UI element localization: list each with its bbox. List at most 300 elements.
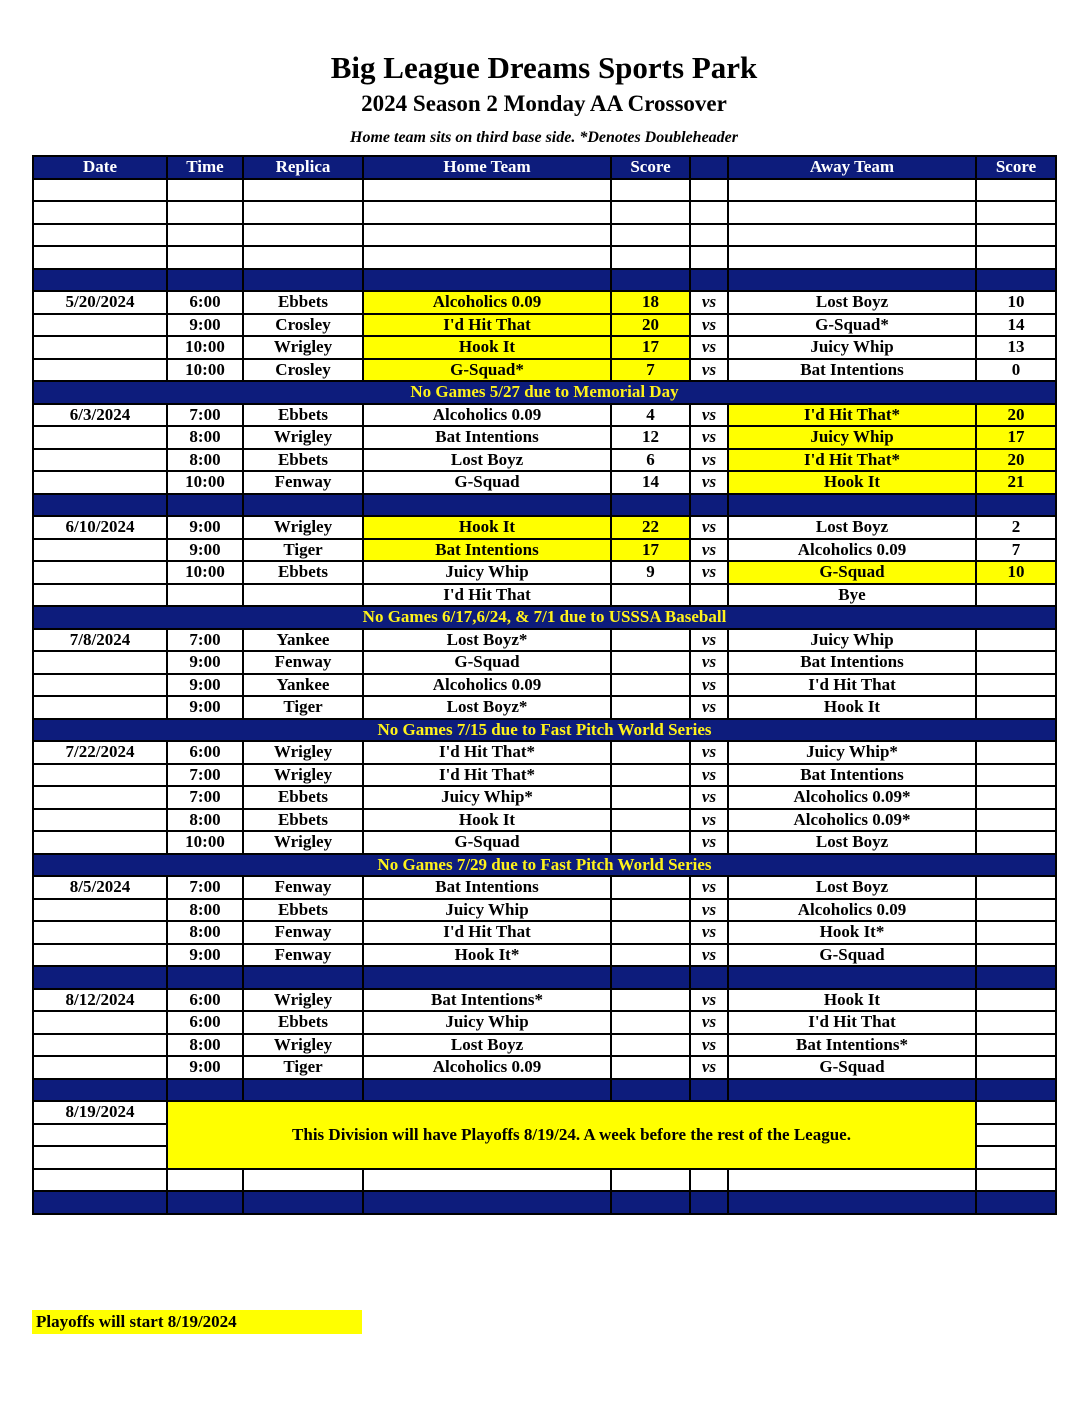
table-row — [33, 876, 1056, 899]
away-team-cell: Bat Intentions* — [728, 1034, 976, 1057]
time-cell: 9:00 — [167, 314, 243, 337]
home-score-cell — [611, 876, 690, 899]
col-date: Date — [33, 156, 167, 179]
date-cell — [33, 696, 167, 719]
time-cell: 8:00 — [167, 449, 243, 472]
home-team-cell: Alcoholics 0.09 — [363, 1056, 611, 1079]
vs-cell: vs — [690, 1011, 728, 1034]
away-score-cell — [976, 831, 1056, 854]
replica-cell: Yankee — [243, 629, 363, 652]
table-row — [33, 539, 1056, 562]
away-score-cell: 10 — [976, 561, 1056, 584]
date-cell — [33, 674, 167, 697]
away-team-cell: Hook It* — [728, 921, 976, 944]
time-cell: 9:00 — [167, 651, 243, 674]
away-team-cell: I'd Hit That — [728, 674, 976, 697]
table-row — [33, 899, 1056, 922]
date-cell — [33, 539, 167, 562]
home-score-cell — [611, 1034, 690, 1057]
no-games-row — [33, 854, 1056, 877]
table-row — [33, 291, 1056, 314]
home-team-cell: Lost Boyz — [363, 449, 611, 472]
away-team-cell: I'd Hit That* — [728, 449, 976, 472]
date-cell: 6/3/2024 — [33, 404, 167, 427]
away-team-cell: G-Squad* — [728, 314, 976, 337]
replica-cell: Fenway — [243, 471, 363, 494]
table-row — [33, 651, 1056, 674]
away-score-cell — [976, 741, 1056, 764]
away-score-cell: 20 — [976, 404, 1056, 427]
home-score-cell — [611, 989, 690, 1012]
no-games-note: No Games 5/27 due to Memorial Day — [33, 381, 1056, 404]
table-row — [33, 561, 1056, 584]
date-cell: 8/19/2024 — [33, 1101, 167, 1124]
home-team-cell: Alcoholics 0.09 — [363, 404, 611, 427]
away-score-cell — [976, 1101, 1056, 1124]
away-score-cell — [976, 876, 1056, 899]
vs-cell: vs — [690, 674, 728, 697]
replica-cell: Wrigley — [243, 989, 363, 1012]
vs-cell: vs — [690, 696, 728, 719]
home-score-cell: 17 — [611, 336, 690, 359]
date-cell — [33, 1011, 167, 1034]
home-score-cell — [611, 1056, 690, 1079]
home-score-cell — [611, 764, 690, 787]
date-cell — [33, 1146, 167, 1169]
date-cell: 7/22/2024 — [33, 741, 167, 764]
table-row — [33, 989, 1056, 1012]
home-team-cell: Lost Boyz* — [363, 696, 611, 719]
home-score-cell — [611, 831, 690, 854]
table-row — [33, 336, 1056, 359]
away-score-cell — [976, 1124, 1056, 1147]
table-row — [33, 741, 1056, 764]
away-score-cell — [976, 944, 1056, 967]
date-cell — [33, 651, 167, 674]
home-team-cell: Juicy Whip — [363, 899, 611, 922]
table-row — [33, 786, 1056, 809]
replica-cell: Tiger — [243, 1056, 363, 1079]
replica-cell: Ebbets — [243, 786, 363, 809]
blank-row — [33, 246, 1056, 269]
replica-cell: Ebbets — [243, 291, 363, 314]
home-score-cell: 7 — [611, 359, 690, 382]
away-score-cell — [976, 1034, 1056, 1057]
time-cell: 7:00 — [167, 764, 243, 787]
replica-cell: Wrigley — [243, 741, 363, 764]
vs-cell: vs — [690, 809, 728, 832]
replica-cell: Wrigley — [243, 831, 363, 854]
date-cell — [33, 449, 167, 472]
date-cell: 6/10/2024 — [33, 516, 167, 539]
time-cell: 7:00 — [167, 876, 243, 899]
page-title: Big League Dreams Sports Park — [330, 50, 758, 85]
away-team-cell: Bat Intentions — [728, 651, 976, 674]
vs-cell: vs — [690, 404, 728, 427]
date-cell: 5/20/2024 — [33, 291, 167, 314]
no-games-note: No Games 6/17,6/24, & 7/1 due to USSSA Baseball — [33, 606, 1056, 629]
col-home-score: Score — [611, 156, 690, 179]
col-time: Time — [167, 156, 243, 179]
replica-cell: Wrigley — [243, 516, 363, 539]
vs-cell: vs — [690, 449, 728, 472]
table-row — [33, 944, 1056, 967]
vs-cell: vs — [690, 876, 728, 899]
home-team-cell: Alcoholics 0.09 — [363, 291, 611, 314]
away-team-cell: Alcoholics 0.09* — [728, 786, 976, 809]
table-row — [33, 1056, 1056, 1079]
home-team-cell: Hook It* — [363, 944, 611, 967]
home-score-cell: 18 — [611, 291, 690, 314]
away-team-cell: Lost Boyz — [728, 291, 976, 314]
home-score-cell: 4 — [611, 404, 690, 427]
vs-cell: vs — [690, 539, 728, 562]
away-team-cell: Alcoholics 0.09 — [728, 539, 976, 562]
away-team-cell: G-Squad — [728, 944, 976, 967]
date-cell — [33, 426, 167, 449]
date-cell — [33, 921, 167, 944]
home-score-cell — [611, 809, 690, 832]
date-cell — [33, 1124, 167, 1147]
table-row — [33, 809, 1056, 832]
replica-cell: Tiger — [243, 696, 363, 719]
vs-cell: vs — [690, 989, 728, 1012]
away-score-cell — [976, 674, 1056, 697]
separator-row — [33, 1079, 1056, 1102]
vs-cell: vs — [690, 359, 728, 382]
time-cell: 8:00 — [167, 921, 243, 944]
time-cell: 6:00 — [167, 1011, 243, 1034]
home-score-cell — [611, 899, 690, 922]
away-score-cell — [976, 584, 1056, 607]
home-team-cell: Lost Boyz* — [363, 629, 611, 652]
time-cell: 8:00 — [167, 1034, 243, 1057]
time-cell: 10:00 — [167, 336, 243, 359]
no-games-note: No Games 7/15 due to Fast Pitch World Series — [33, 719, 1056, 742]
replica-cell: Ebbets — [243, 449, 363, 472]
vs-cell: vs — [690, 786, 728, 809]
replica-cell: Ebbets — [243, 561, 363, 584]
date-cell — [33, 584, 167, 607]
vs-cell — [690, 584, 728, 607]
col-away-team: Away Team — [728, 156, 976, 179]
away-score-cell — [976, 1146, 1056, 1169]
playoffs-banner: This Division will have Playoffs 8/19/24. A week before the rest of the League. — [167, 1101, 976, 1169]
away-score-cell: 2 — [976, 516, 1056, 539]
time-cell — [167, 584, 243, 607]
home-score-cell: 17 — [611, 539, 690, 562]
table-row — [33, 1101, 1056, 1124]
home-score-cell — [611, 674, 690, 697]
table-row — [33, 921, 1056, 944]
home-team-cell: I'd Hit That* — [363, 764, 611, 787]
away-team-cell: Lost Boyz — [728, 831, 976, 854]
table-row — [33, 449, 1056, 472]
replica-cell: Fenway — [243, 876, 363, 899]
time-cell: 10:00 — [167, 561, 243, 584]
blank-row — [33, 201, 1056, 224]
away-score-cell — [976, 1056, 1056, 1079]
col-replica: Replica — [243, 156, 363, 179]
away-score-cell — [976, 629, 1056, 652]
date-cell — [33, 831, 167, 854]
home-score-cell — [611, 1011, 690, 1034]
away-score-cell — [976, 899, 1056, 922]
time-cell: 10:00 — [167, 359, 243, 382]
home-score-cell — [611, 651, 690, 674]
home-score-cell — [611, 696, 690, 719]
separator-row — [33, 494, 1056, 517]
table-row — [33, 764, 1056, 787]
vs-cell: vs — [690, 764, 728, 787]
table-row — [33, 314, 1056, 337]
table-row — [33, 426, 1056, 449]
replica-cell: Wrigley — [243, 764, 363, 787]
time-cell: 8:00 — [167, 899, 243, 922]
away-score-cell: 10 — [976, 291, 1056, 314]
home-team-cell: Hook It — [363, 809, 611, 832]
home-score-cell: 22 — [611, 516, 690, 539]
home-team-cell: G-Squad* — [363, 359, 611, 382]
away-score-cell — [976, 786, 1056, 809]
home-team-cell: I'd Hit That* — [363, 741, 611, 764]
time-cell: 6:00 — [167, 989, 243, 1012]
table-header — [33, 156, 1056, 179]
home-score-cell — [611, 584, 690, 607]
replica-cell: Crosley — [243, 359, 363, 382]
replica-cell: Ebbets — [243, 404, 363, 427]
time-cell: 9:00 — [167, 1056, 243, 1079]
no-games-row — [33, 606, 1056, 629]
time-cell: 7:00 — [167, 404, 243, 427]
replica-cell: Fenway — [243, 944, 363, 967]
page-note: Home team sits on third base side. *Denotes Doubleheader — [350, 129, 738, 146]
home-score-cell — [611, 629, 690, 652]
away-team-cell: Juicy Whip — [728, 426, 976, 449]
time-cell: 6:00 — [167, 291, 243, 314]
date-cell: 8/12/2024 — [33, 989, 167, 1012]
blank-row — [33, 179, 1056, 202]
home-team-cell: Juicy Whip — [363, 1011, 611, 1034]
date-cell — [33, 336, 167, 359]
home-team-cell: Bat Intentions* — [363, 989, 611, 1012]
away-score-cell: 21 — [976, 471, 1056, 494]
separator-row — [33, 1191, 1056, 1214]
away-score-cell: 7 — [976, 539, 1056, 562]
away-team-cell: Hook It — [728, 989, 976, 1012]
date-cell — [33, 1056, 167, 1079]
table-row — [33, 674, 1056, 697]
home-team-cell: G-Squad — [363, 831, 611, 854]
away-team-cell: Bye — [728, 584, 976, 607]
away-team-cell: G-Squad — [728, 1056, 976, 1079]
separator-row — [33, 966, 1056, 989]
vs-cell: vs — [690, 899, 728, 922]
away-team-cell: I'd Hit That — [728, 1011, 976, 1034]
away-team-cell: Hook It — [728, 696, 976, 719]
vs-cell: vs — [690, 944, 728, 967]
home-team-cell: G-Squad — [363, 471, 611, 494]
separator-row — [33, 269, 1056, 292]
away-team-cell: Alcoholics 0.09 — [728, 899, 976, 922]
away-score-cell — [976, 989, 1056, 1012]
away-team-cell: Lost Boyz — [728, 516, 976, 539]
home-score-cell — [611, 786, 690, 809]
away-score-cell: 14 — [976, 314, 1056, 337]
time-cell: 9:00 — [167, 539, 243, 562]
date-cell — [33, 786, 167, 809]
away-score-cell — [976, 764, 1056, 787]
no-games-row — [33, 381, 1056, 404]
schedule-table — [32, 155, 1057, 1215]
playoffs-footer: Playoffs will start 8/19/2024 — [32, 1310, 362, 1334]
date-cell — [33, 359, 167, 382]
home-team-cell: G-Squad — [363, 651, 611, 674]
replica-cell: Ebbets — [243, 809, 363, 832]
home-team-cell: I'd Hit That — [363, 314, 611, 337]
away-score-cell: 20 — [976, 449, 1056, 472]
date-cell — [33, 899, 167, 922]
vs-cell: vs — [690, 831, 728, 854]
away-team-cell: Alcoholics 0.09* — [728, 809, 976, 832]
date-cell — [33, 809, 167, 832]
away-score-cell: 17 — [976, 426, 1056, 449]
replica-cell: Wrigley — [243, 336, 363, 359]
away-score-cell — [976, 1011, 1056, 1034]
vs-cell: vs — [690, 1034, 728, 1057]
blank-row — [33, 1169, 1056, 1192]
away-score-cell — [976, 921, 1056, 944]
date-cell — [33, 944, 167, 967]
vs-cell: vs — [690, 426, 728, 449]
time-cell: 9:00 — [167, 696, 243, 719]
page-subtitle: 2024 Season 2 Monday AA Crossover — [361, 91, 727, 116]
table-row — [33, 404, 1056, 427]
away-team-cell: Juicy Whip — [728, 629, 976, 652]
home-score-cell: 12 — [611, 426, 690, 449]
vs-cell: vs — [690, 741, 728, 764]
replica-cell: Yankee — [243, 674, 363, 697]
replica-cell: Tiger — [243, 539, 363, 562]
col-home-team: Home Team — [363, 156, 611, 179]
date-cell — [33, 1034, 167, 1057]
time-cell: 6:00 — [167, 741, 243, 764]
home-team-cell: Juicy Whip* — [363, 786, 611, 809]
table-row — [33, 471, 1056, 494]
home-team-cell: Juicy Whip — [363, 561, 611, 584]
away-team-cell: I'd Hit That* — [728, 404, 976, 427]
vs-cell: vs — [690, 561, 728, 584]
time-cell: 7:00 — [167, 629, 243, 652]
home-score-cell: 20 — [611, 314, 690, 337]
away-score-cell: 0 — [976, 359, 1056, 382]
table-row — [33, 584, 1056, 607]
away-team-cell: Lost Boyz — [728, 876, 976, 899]
home-team-cell: Bat Intentions — [363, 426, 611, 449]
replica-cell — [243, 584, 363, 607]
vs-cell: vs — [690, 921, 728, 944]
home-team-cell: Hook It — [363, 336, 611, 359]
time-cell: 9:00 — [167, 944, 243, 967]
replica-cell: Ebbets — [243, 899, 363, 922]
no-games-row — [33, 719, 1056, 742]
home-score-cell: 9 — [611, 561, 690, 584]
table-row — [33, 1011, 1056, 1034]
home-team-cell: Alcoholics 0.09 — [363, 674, 611, 697]
away-score-cell: 13 — [976, 336, 1056, 359]
table-row — [33, 359, 1056, 382]
time-cell: 7:00 — [167, 786, 243, 809]
table-row — [33, 831, 1056, 854]
vs-cell: vs — [690, 1056, 728, 1079]
table-row — [33, 516, 1056, 539]
vs-cell: vs — [690, 336, 728, 359]
replica-cell: Crosley — [243, 314, 363, 337]
date-cell — [33, 314, 167, 337]
home-score-cell: 6 — [611, 449, 690, 472]
replica-cell: Wrigley — [243, 1034, 363, 1057]
home-score-cell: 14 — [611, 471, 690, 494]
home-score-cell — [611, 741, 690, 764]
time-cell: 9:00 — [167, 674, 243, 697]
away-team-cell: Bat Intentions — [728, 359, 976, 382]
replica-cell: Ebbets — [243, 1011, 363, 1034]
home-score-cell — [611, 921, 690, 944]
home-score-cell — [611, 944, 690, 967]
time-cell: 8:00 — [167, 809, 243, 832]
table-row — [33, 1034, 1056, 1057]
away-score-cell — [976, 809, 1056, 832]
time-cell: 10:00 — [167, 831, 243, 854]
away-team-cell: Hook It — [728, 471, 976, 494]
away-team-cell: Juicy Whip* — [728, 741, 976, 764]
date-cell: 7/8/2024 — [33, 629, 167, 652]
replica-cell: Fenway — [243, 921, 363, 944]
vs-cell: vs — [690, 629, 728, 652]
home-team-cell: Hook It — [363, 516, 611, 539]
home-team-cell: Bat Intentions — [363, 539, 611, 562]
vs-cell: vs — [690, 291, 728, 314]
date-cell — [33, 561, 167, 584]
date-cell — [33, 764, 167, 787]
table-row — [33, 629, 1056, 652]
date-cell — [33, 471, 167, 494]
col-away-score: Score — [976, 156, 1056, 179]
replica-cell: Fenway — [243, 651, 363, 674]
away-team-cell: Bat Intentions — [728, 764, 976, 787]
time-cell: 8:00 — [167, 426, 243, 449]
away-score-cell — [976, 651, 1056, 674]
time-cell: 10:00 — [167, 471, 243, 494]
no-games-note: No Games 7/29 due to Fast Pitch World Series — [33, 854, 1056, 877]
date-cell: 8/5/2024 — [33, 876, 167, 899]
home-team-cell: Bat Intentions — [363, 876, 611, 899]
vs-cell: vs — [690, 471, 728, 494]
away-team-cell: Juicy Whip — [728, 336, 976, 359]
table-row — [33, 696, 1056, 719]
blank-row — [33, 224, 1056, 247]
vs-cell: vs — [690, 651, 728, 674]
home-team-cell: I'd Hit That — [363, 921, 611, 944]
away-team-cell: G-Squad — [728, 561, 976, 584]
home-team-cell: I'd Hit That — [363, 584, 611, 607]
vs-cell: vs — [690, 314, 728, 337]
vs-cell: vs — [690, 516, 728, 539]
away-score-cell — [976, 696, 1056, 719]
time-cell: 9:00 — [167, 516, 243, 539]
replica-cell: Wrigley — [243, 426, 363, 449]
col-vs — [690, 156, 728, 179]
